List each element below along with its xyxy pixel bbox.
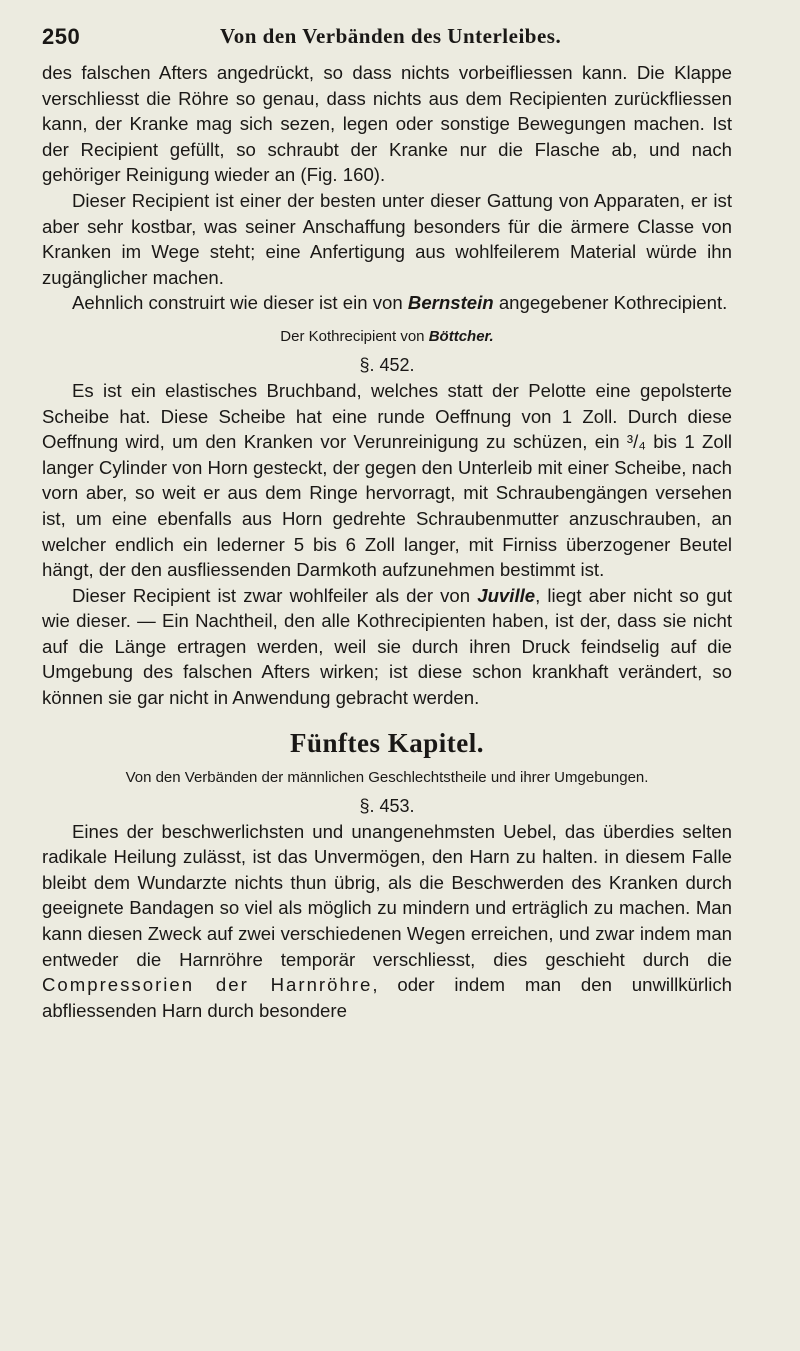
paragraph-3 <box>42 290 732 316</box>
section-subheading <box>42 326 732 348</box>
spaced-term: Compressorien der Harnröhre <box>42 974 373 996</box>
running-head: Von den Verbänden des Unterleibes. <box>220 24 562 48</box>
section-number-453: §. 453. <box>359 795 415 816</box>
paragraph-2: Dieser Recipient ist einer der besten unter dieser Gattung von Apparaten, er ist aber sehr kostbar, was seiner Anschaffung besonders für die ärmere Classe von Kranken im Wege steht; eine Anfertigung aus wohlfeilerem Material würde ihn zugänglicher machen. <box>42 189 732 288</box>
chapter-title: Fünftes Kapitel. <box>290 727 484 758</box>
paragraph-1: des falschen Afters angedrückt, so dass nichts vorbeifliessen kann. Die Klappe verschliesst die Röhre so genau, dass nichts aus dem Recipienten zurückfliessen kann, der Kranke mag sich sezen, legen oder sonstige Bewegungen machen. Ist der Recipient gefüllt, so schraubt der Kranke nur die Flasche ab, und nach gehöriger Reinigung wieder an (Fig. 160). <box>42 62 732 186</box>
section-number-452: §. 452. <box>359 354 415 375</box>
paragraph-4: Es ist ein elastisches Bruchband, welches statt der Pelotte eine gepolsterte Scheibe hat. Diese Scheibe hat eine runde Oeffnung von 1 Zoll. Durch diese Oeffnung wird, um den Kranken vor Verunreinigung zu schüzen, ein ³/₄ bis 1 Zoll langer Cylinder von Horn gesteckt, der gegen den Unterleib mit einer Scheibe, nach vorn aber, so weit er aus dem Ringe hervorragt, mit Schraubengängen versehen ist, um eine ebenfalls aus Horn gedrehte Schraubenmutter anzuschrauben, an welcher endlich ein lederner 5 bis 6 Zoll langer, mit Firniss überzogener Beutel hängt, der den ausfliessenden Darmkoth aufzunehmen bestimmt ist. <box>42 379 732 581</box>
paragraph-5-text-a: Dieser Recipient ist zwar wohlfeiler als der von <box>72 584 478 606</box>
author-name-bernstein: Bernstein <box>407 292 494 314</box>
author-name-juville: Juville <box>477 584 536 606</box>
paragraph-6-text-a: Eines der beschwerlichsten und unangenehmsten Uebel, das überdies selten radikale Heilung zulässt, ist das Unvermögen, den Harn zu halten. in diesem Falle bleibt dem Wundarzte nichts thun übrig, als die Beschwerden des Kranken durch geeignete Bandagen so viel als möglich zu mindern und erträglich zu machen. Man kann diesen Zweck auf zwei verschiedenen Wegen erreichen, und zwar indem man entweder die Harnröhre temporär verschliesst, dies geschieht durch die <box>42 820 732 970</box>
page-body <box>42 60 732 1023</box>
chapter-subtitle: Von den Verbänden der männlichen Geschlechtstheile und ihrer Umgebungen. <box>125 768 649 786</box>
paragraph-3-text-a: Aehnlich construirt wie dieser ist ein von <box>72 292 408 314</box>
author-name-boettcher: Böttcher. <box>428 327 494 345</box>
page-header <box>42 18 722 52</box>
paragraph-5-text-b: , liegt aber nicht so gut wie dieser. — Ein Nachtheil, den alle Kothrecipienten haben, ist der, dass sie nicht auf die Länge ertragen werden, weil sie durch ihren Druck feindselig auf die Umgebung des falschen Afters wirken; ist diese schon krankhaft verändert, so können sie gar nicht in Anwendung gebracht werden. <box>42 584 732 709</box>
paragraph-5 <box>42 583 732 711</box>
paragraph-3-text-b: angegebener Kothrecipient. <box>493 292 728 314</box>
paragraph-6 <box>42 819 732 1024</box>
page-number: 250 <box>42 24 81 49</box>
paragraph-6-text-b: , oder indem man den unwillkürlich abfliessenden Harn durch besondere <box>42 974 732 1021</box>
subheading-text: Der Kothrecipient von <box>280 327 429 345</box>
